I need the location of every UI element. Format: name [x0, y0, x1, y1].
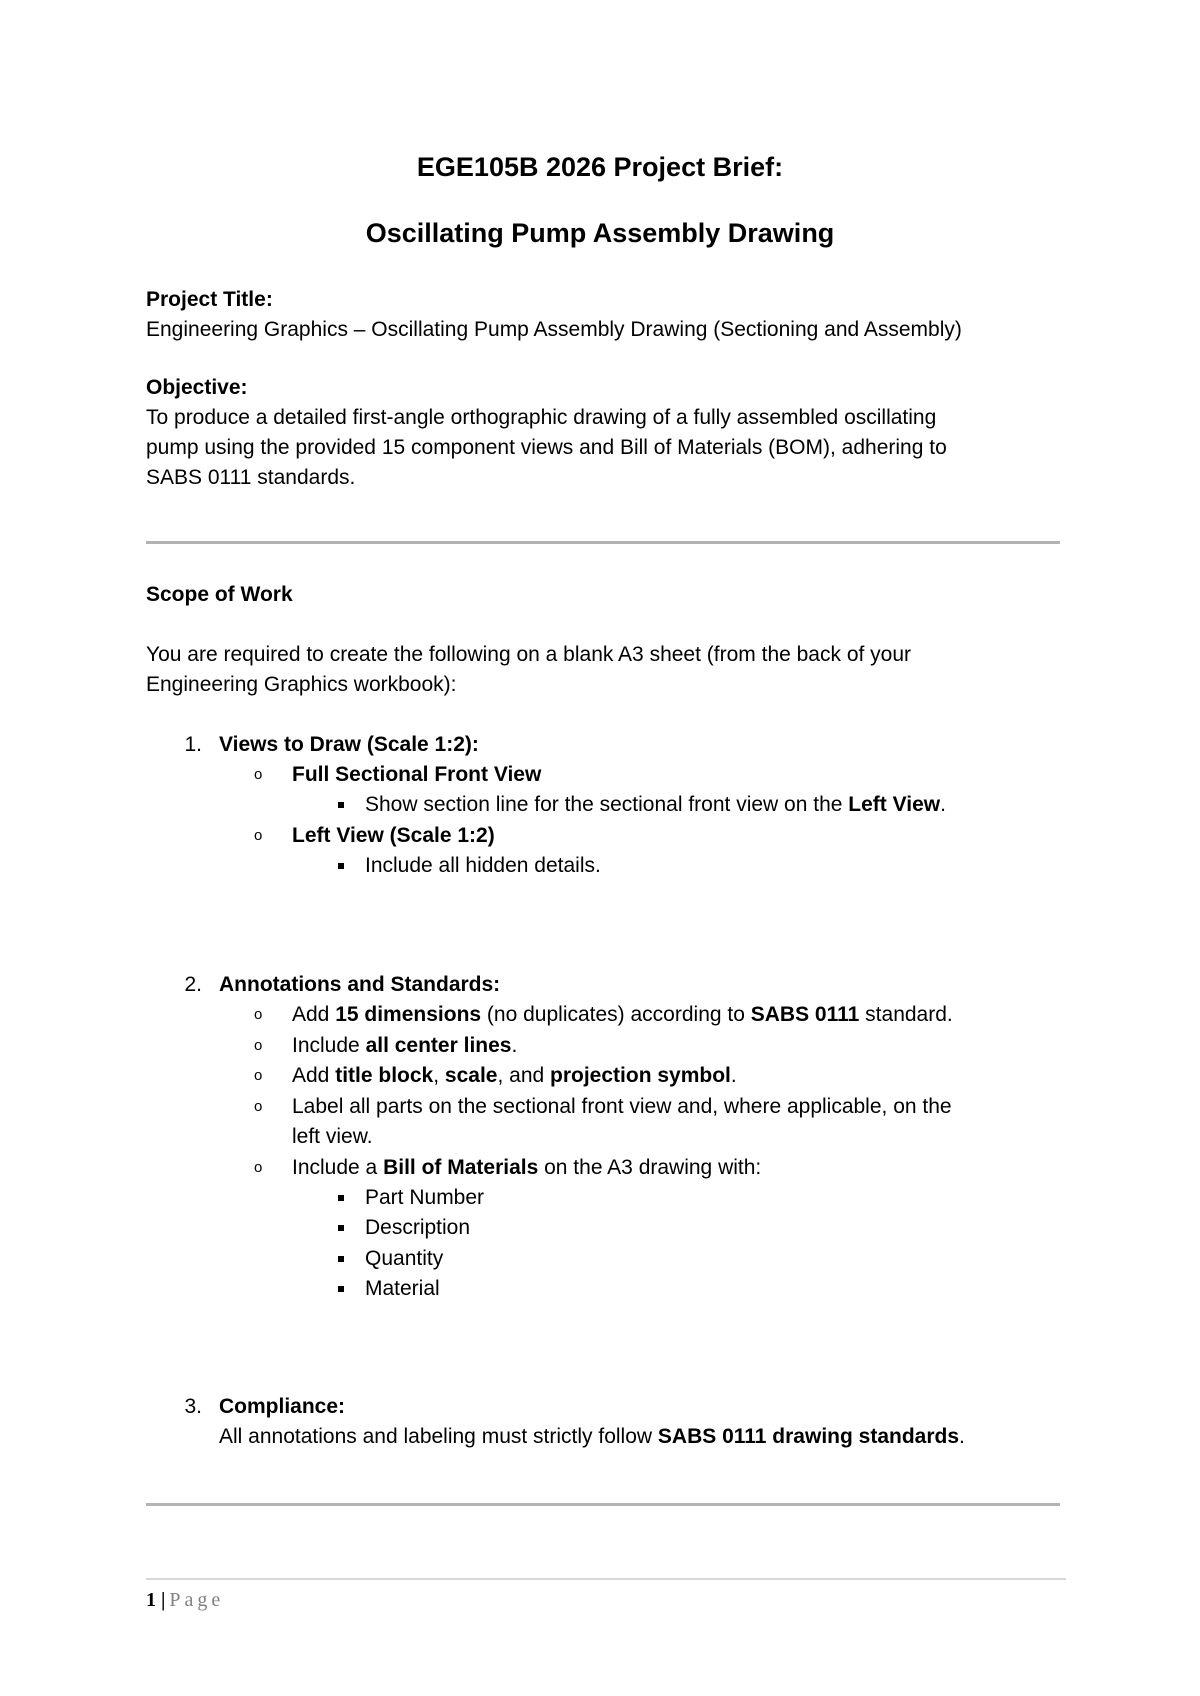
scope-heading: Scope of Work	[146, 583, 293, 606]
label-parts-line: left view.	[292, 1125, 373, 1148]
circle-bullet-icon: o	[254, 1159, 263, 1176]
project-title-text: Engineering Graphics – Oscillating Pump Assembly Drawing (Sectioning and Assembly)	[146, 318, 962, 341]
section1-heading: Views to Draw (Scale 1:2):	[219, 733, 479, 756]
horizontal-divider	[146, 1503, 1060, 1506]
label-parts-line: Label all parts on the sectional front view and, where applicable, on the	[292, 1095, 952, 1118]
left-view-note: Include all hidden details.	[365, 854, 601, 877]
footer-divider	[146, 1578, 1066, 1580]
circle-bullet-icon: o	[254, 827, 263, 844]
project-title-heading: Project Title:	[146, 288, 273, 311]
square-bullet-icon	[338, 1286, 344, 1292]
bom-item: Include a Bill of Materials on the A3 drawing with:	[292, 1156, 762, 1179]
square-bullet-icon	[338, 802, 344, 808]
section3-heading: Compliance:	[219, 1395, 346, 1418]
bom-field: Quantity	[365, 1247, 444, 1270]
list-number: 1.	[184, 733, 202, 756]
page-label: Page	[169, 1589, 225, 1611]
compliance-text: All annotations and labeling must strictly follow SABS 0111 drawing standards.	[219, 1425, 965, 1448]
list-number: 3.	[184, 1395, 202, 1418]
circle-bullet-icon: o	[254, 1037, 263, 1054]
circle-bullet-icon: o	[254, 766, 263, 783]
title-block-item: Add title block, scale, and projection symbol.	[292, 1064, 737, 1087]
bom-field: Material	[365, 1277, 440, 1300]
objective-line: pump using the provided 15 component views and Bill of Materials (BOM), adhering to	[146, 436, 947, 459]
bom-field: Description	[365, 1216, 471, 1239]
page-footer	[146, 1588, 224, 1612]
square-bullet-icon	[338, 1256, 344, 1262]
scope-intro-line: Engineering Graphics workbook):	[146, 673, 457, 696]
page-number: 1	[146, 1589, 156, 1611]
list-number: 2.	[184, 973, 202, 996]
circle-bullet-icon: o	[254, 1067, 263, 1084]
objective-line: SABS 0111 standards.	[146, 466, 356, 489]
scope-intro-line: You are required to create the following on a blank A3 sheet (from the back of your	[146, 643, 912, 666]
horizontal-divider	[146, 541, 1060, 544]
circle-bullet-icon: o	[254, 1098, 263, 1115]
circle-bullet-icon: o	[254, 1006, 263, 1023]
square-bullet-icon	[338, 863, 344, 869]
objective-heading: Objective:	[146, 376, 248, 399]
document-subtitle: Oscillating Pump Assembly Drawing	[365, 218, 835, 248]
left-view-item: Left View (Scale 1:2)	[292, 824, 495, 847]
section2-heading: Annotations and Standards:	[219, 973, 501, 996]
dimensions-item: Add 15 dimensions (no duplicates) according to SABS 0111 standard.	[292, 1003, 953, 1026]
center-lines-item: Include all center lines.	[292, 1034, 518, 1057]
objective-line: To produce a detailed first-angle orthographic drawing of a fully assembled oscillating	[146, 406, 937, 429]
front-view-note: Show section line for the sectional front view on the Left View.	[365, 793, 946, 816]
front-view-item: Full Sectional Front View	[292, 763, 542, 786]
document-title: EGE105B 2026 Project Brief:	[416, 152, 784, 182]
square-bullet-icon	[338, 1195, 344, 1201]
square-bullet-icon	[338, 1225, 344, 1231]
page-separator: |	[161, 1589, 166, 1611]
bom-field: Part Number	[365, 1186, 485, 1209]
